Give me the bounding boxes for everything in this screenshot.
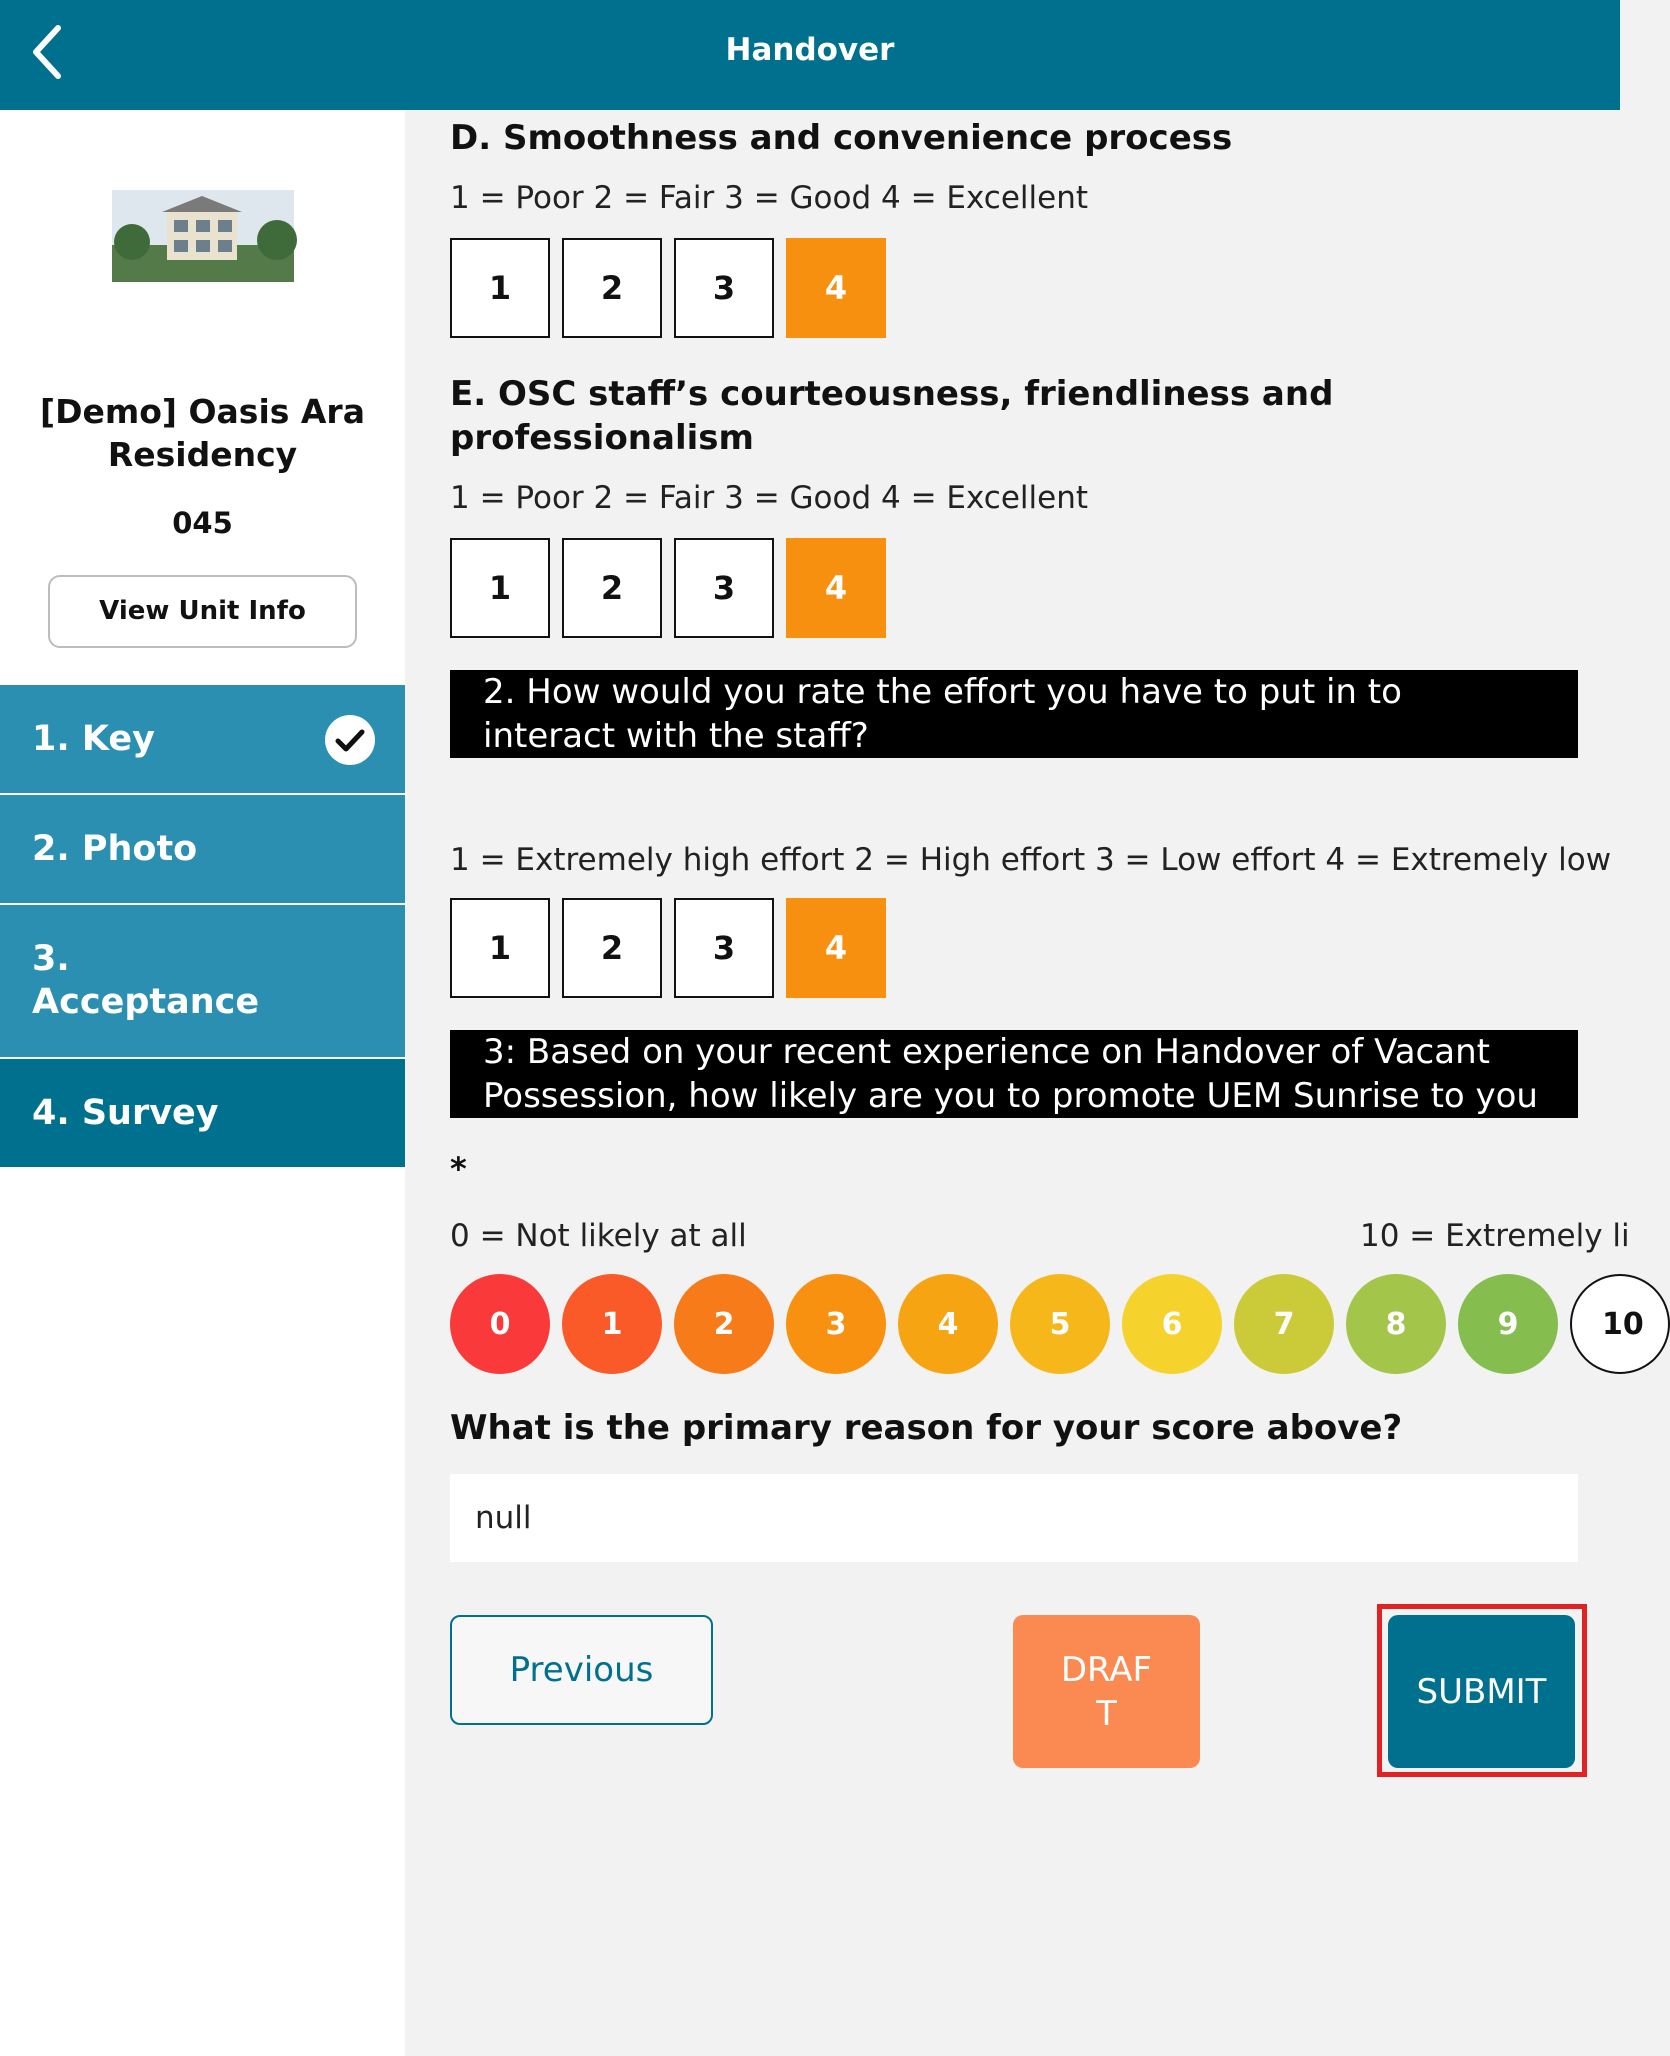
rating-option[interactable]: 3 [674,238,774,338]
question-e-options [450,538,886,638]
submit-button[interactable] [1388,1615,1575,1768]
rating-option[interactable]: 1 [450,538,550,638]
rating-option[interactable]: 1 [450,898,550,998]
unit-number: 045 [172,506,233,540]
project-thumbnail [112,190,294,282]
question-2-scale: 1 = Extremely high effort 2 = High effort 3 = Low effort 4 = Extremely low [450,842,1612,878]
nps-option-5[interactable]: 5 [1010,1274,1110,1374]
rating-option[interactable]: 1 [450,238,550,338]
check-icon [325,715,375,765]
submit-button-label: SUBMIT [1416,1671,1547,1712]
sidebar [0,110,405,2056]
reason-question: What is the primary reason for your score above? [450,1408,1403,1448]
survey-content [405,110,1644,2056]
project-name: [Demo] Oasis Ara Residency [40,392,365,474]
nps-option-1[interactable]: 1 [562,1274,662,1374]
question-2-title: 2. How would you rate the effort you have to put in to interact with the staff? [450,670,1578,758]
nps-max-label: 10 = Extremely li [1360,1218,1630,1254]
nps-option-6[interactable]: 6 [1122,1274,1222,1374]
rating-option-selected[interactable]: 4 [786,898,886,998]
previous-button[interactable]: Previous [450,1615,713,1725]
rating-option[interactable]: 2 [562,538,662,638]
step-photo-label: 2. Photo [32,828,198,869]
nps-options [450,1274,1670,1374]
draft-button-label: DRAFT [1060,1649,1153,1734]
app-header [0,0,1620,110]
rating-option[interactable]: 3 [674,538,774,638]
nps-option-2[interactable]: 2 [674,1274,774,1374]
rating-option-selected[interactable]: 4 [786,238,886,338]
rating-option-selected[interactable]: 4 [786,538,886,638]
rating-option[interactable]: 3 [674,898,774,998]
question-d-options [450,238,886,338]
view-unit-info-button[interactable]: View Unit Info [48,575,357,648]
draft-button[interactable] [1013,1615,1200,1768]
question-d-title: D. Smoothness and convenience process [450,118,1233,158]
step-key[interactable] [0,685,405,793]
step-photo[interactable] [0,795,405,903]
nps-min-label: 0 = Not likely at all [450,1218,747,1254]
step-survey[interactable] [0,1059,405,1167]
question-2-options [450,898,886,998]
nps-option-7[interactable]: 7 [1234,1274,1334,1374]
nps-option-10[interactable]: 10 [1570,1274,1670,1374]
step-acceptance-label: 3. Acceptance [32,939,260,1022]
question-3-title: 3: Based on your recent experience on Handover of Vacant Possession, how likely are you to promote UEM Sunrise to you [450,1030,1578,1118]
step-survey-label: 4. Survey [32,1092,219,1133]
question-d-scale: 1 = Poor 2 = Fair 3 = Good 4 = Excellent [450,180,1089,216]
step-key-label: 1. Key [32,718,155,759]
question-e-title: E. OSC staff’s courteousness, friendliness and professionalism [450,374,1334,458]
nps-option-9[interactable]: 9 [1458,1274,1558,1374]
question-e-scale: 1 = Poor 2 = Fair 3 = Good 4 = Excellent [450,480,1089,516]
nps-option-8[interactable]: 8 [1346,1274,1446,1374]
step-acceptance[interactable] [0,905,405,1057]
required-mark: * [450,1150,467,1188]
nps-option-3[interactable]: 3 [786,1274,886,1374]
page-title: Handover [725,32,895,68]
reason-input[interactable] [450,1474,1578,1562]
nps-option-4[interactable]: 4 [898,1274,998,1374]
nps-option-0[interactable]: 0 [450,1274,550,1374]
rating-option[interactable]: 2 [562,898,662,998]
rating-option[interactable]: 2 [562,238,662,338]
